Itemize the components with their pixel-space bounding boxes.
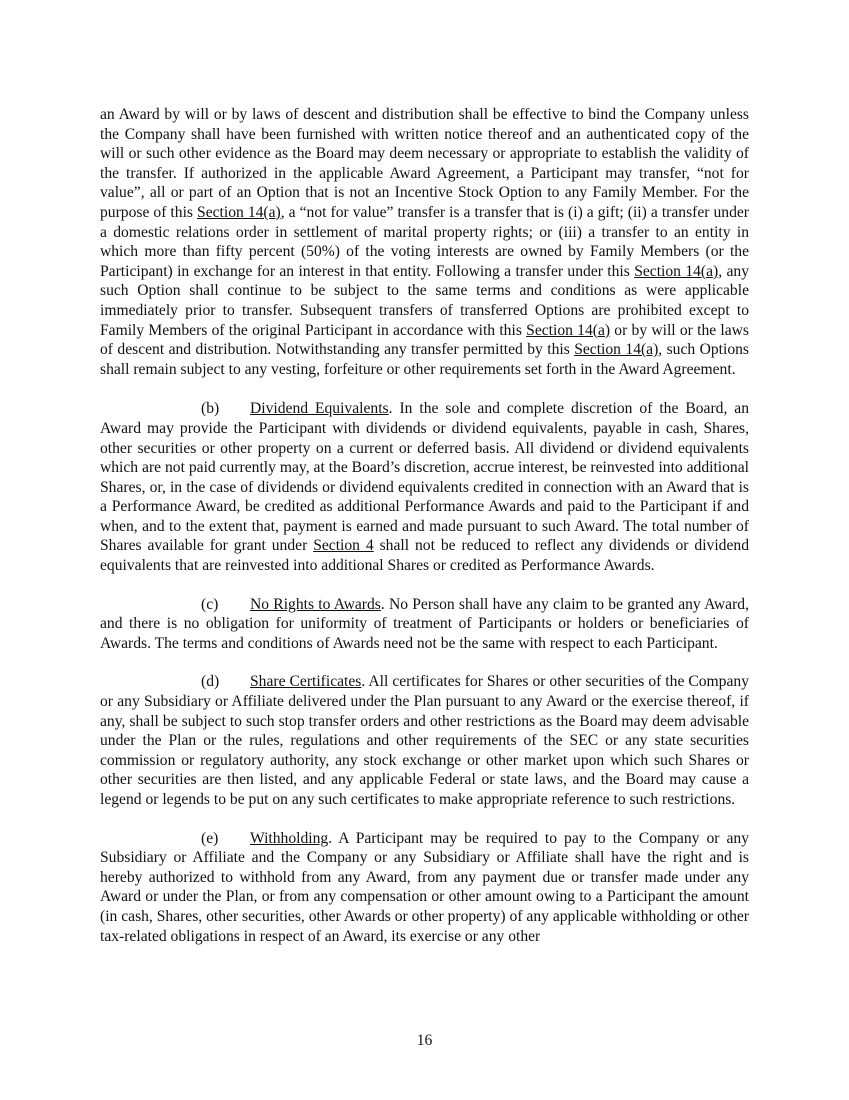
paragraph-heading: Withholding	[250, 829, 329, 847]
paragraph-label: (e)	[201, 829, 219, 847]
paragraph-heading: No Rights to Awards	[250, 595, 381, 613]
paragraph-heading: Dividend Equivalents	[250, 400, 389, 418]
paragraph-label: (b)	[201, 400, 220, 418]
paragraph-d-share-certificates	[100, 672, 749, 809]
paragraph-a-continuation	[100, 105, 749, 379]
text-segment: . In the sole and complete discretion of the Board, an Award may provide the Participant with dividends or dividend equivalents, payable in cash, Shares, other securities or other property on a current or deferred basis. All dividend or dividend equivalents which are not paid currently may, at the Board’s discretion, accrue interest, be reinvested into additional Shares, or, in the case of dividends or dividend equivalents credited in connection with an Award that is a Performance Award, be credited as additional Performance Awards and paid to the Participant if and when, and to the extent that, payment is earned and made pursuant to such Award. The total number of Shares available for grant under	[100, 400, 750, 555]
paragraph-b-dividend-equivalents	[100, 399, 749, 575]
text-segment: . No Person shall have any claim to be granted any Award, and there is no obligation for uniformity of treatment of Participants or holders or beneficiaries of Awards. The terms and conditions of Awards need not be the same with respect to each Participant.	[100, 595, 749, 652]
text-segment: shall not be reduced to reflect any dividends or dividend equivalents that are reinvested into additional Shares or credited as Performance Awards.	[100, 537, 749, 575]
text-segment: , such Options shall remain subject to any vesting, forfeiture or other requirements set forth in the Award Agreement.	[100, 341, 749, 378]
text-segment: or by will or the laws of descent and distribution. Notwithstanding any transfer permitted by this	[100, 321, 750, 359]
paragraph-e-withholding	[100, 829, 749, 947]
section-reference: Section 14(a)	[574, 341, 659, 359]
paragraph-c-no-rights-to-awards	[100, 595, 749, 654]
section-reference: Section 14(a)	[197, 203, 281, 221]
section-reference: Section 14(a)	[526, 321, 611, 339]
document-body	[100, 105, 749, 965]
page-number: 16	[416, 1032, 433, 1049]
text-segment: an Award by will or by laws of descent and distribution shall be effective to bind the Company unless the Company shall have been furnished with written notice thereof and an authenticated copy of the will or such other evidence as the Board may deem necessary or appropriate to establish the validity of the transfer. If authorized in the applicable Award Agreement, a Participant may transfer, “not for value”, all or part of an Option that is not an Incentive Stock Option to any Family Member. For the purpose of this	[100, 106, 749, 221]
text-segment: . All certificates for Shares or other securities of the Company or any Subsidiary or Affiliate delivered under the Plan pursuant to any Award or the exercise thereof, if any, shall be subject to such stop transfer orders and other restrictions as the Board may deem advisable under the Plan or the rules, regulations and other requirements of the SEC or any state securities commission or regulatory authority, any stock exchange or other market upon which such Shares or other securities are then listed, and any applicable Federal or state laws, and the Board may cause a legend or legends to be put on any such certificates to make appropriate reference to such restrictions.	[100, 673, 749, 808]
paragraph-label: (c)	[201, 595, 219, 613]
section-reference: Section 14(a)	[634, 262, 719, 280]
section-reference: Section 4	[313, 537, 374, 555]
paragraph-heading: Share Certificates	[250, 673, 362, 691]
text-segment: , a “not for value” transfer is a transfer that is (i) a gift; (ii) a transfer under a domestic relations order in settlement of marital property rights; or (iii) a transfer to an entity in which more than fifty percent (50%) of the voting interests are owned by Family Members (or the Participant) in exchange for an interest in that entity. Following a transfer under this	[100, 203, 749, 280]
paragraph-label: (d)	[201, 673, 220, 691]
text-segment: . A Participant may be required to pay to the Company or any Subsidiary or Affiliate and the Company or any Subsidiary or Affiliate shall have the right and is hereby authorized to withhold from any Award, from any payment due or transfer made under any Award or under the Plan, or from any compensation or other amount owing to a Participant the amount (in cash, Shares, other securities, other Awards or other property) of any applicable withholding or other tax-related obligations in respect of an Award, its exercise or any other	[100, 829, 749, 945]
text-segment: , any such Option shall continue to be subject to the same terms and conditions as were applicable immediately prior to transfer. Subsequent transfers of transferred Options are prohibited except to Family Members of the original Participant in accordance with this	[100, 262, 750, 339]
